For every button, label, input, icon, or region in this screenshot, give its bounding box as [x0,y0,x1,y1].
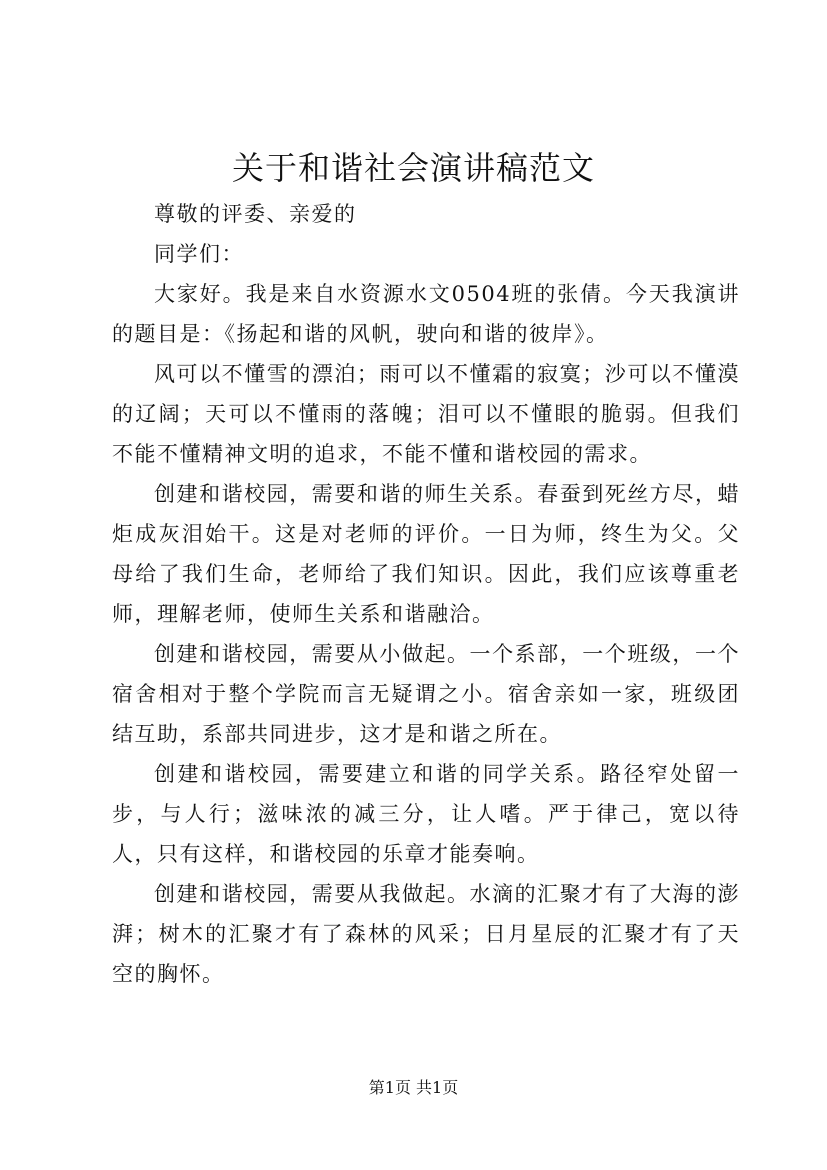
paragraph-salutation: 尊敬的评委、亲爱的 [154,202,357,226]
paragraph-4: 创建和谐校园，需要从小做起。一个系部，一个班级，一个宿舍相对于整个学院而言无疑谓之小。宿舍亲如一家，班级团结互助，系部共同进步，这才是和谐之所在。 [112,642,740,746]
document-body [112,194,740,994]
paragraph-6: 创建和谐校园，需要从我做起。水滴的汇聚才有了大海的澎湃；树木的汇聚才有了森林的风采；日月星辰的汇聚才有了天空的胸怀。 [112,882,740,986]
page-footer: 第1页 共1页 [368,1078,459,1097]
paragraph-2: 风可以不懂雪的漂泊；雨可以不懂霜的寂寞；沙可以不懂漠的辽阔；天可以不懂雨的落魄；泪可以不懂眼的脆弱。但我们不能不懂精神文明的追求，不能不懂和谐校园的需求。 [112,362,740,466]
document-title: 关于和谐社会演讲稿范文 [231,149,595,187]
paragraph-intro: 大家好。我是来自水资源水文0504班的张倩。今天我演讲的题目是：《扬起和谐的风帆，驶向和谐的彼岸》。 [112,282,740,346]
paragraph-5: 创建和谐校园，需要建立和谐的同学关系。路径窄处留一步，与人行；滋味浓的减三分，让人嗜。严于律己，宽以待人，只有这样，和谐校园的乐章才能奏响。 [112,762,740,866]
paragraph-salutation-cont: 同学们： [154,242,244,266]
paragraph-3: 创建和谐校园，需要和谐的师生关系。春蚕到死丝方尽，蜡炬成灰泪始干。这是对老师的评价。一日为师，终生为父。父母给了我们生命，老师给了我们知识。因此，我们应该尊重老师，理解老师，使师生关系和谐融洽。 [112,482,740,626]
